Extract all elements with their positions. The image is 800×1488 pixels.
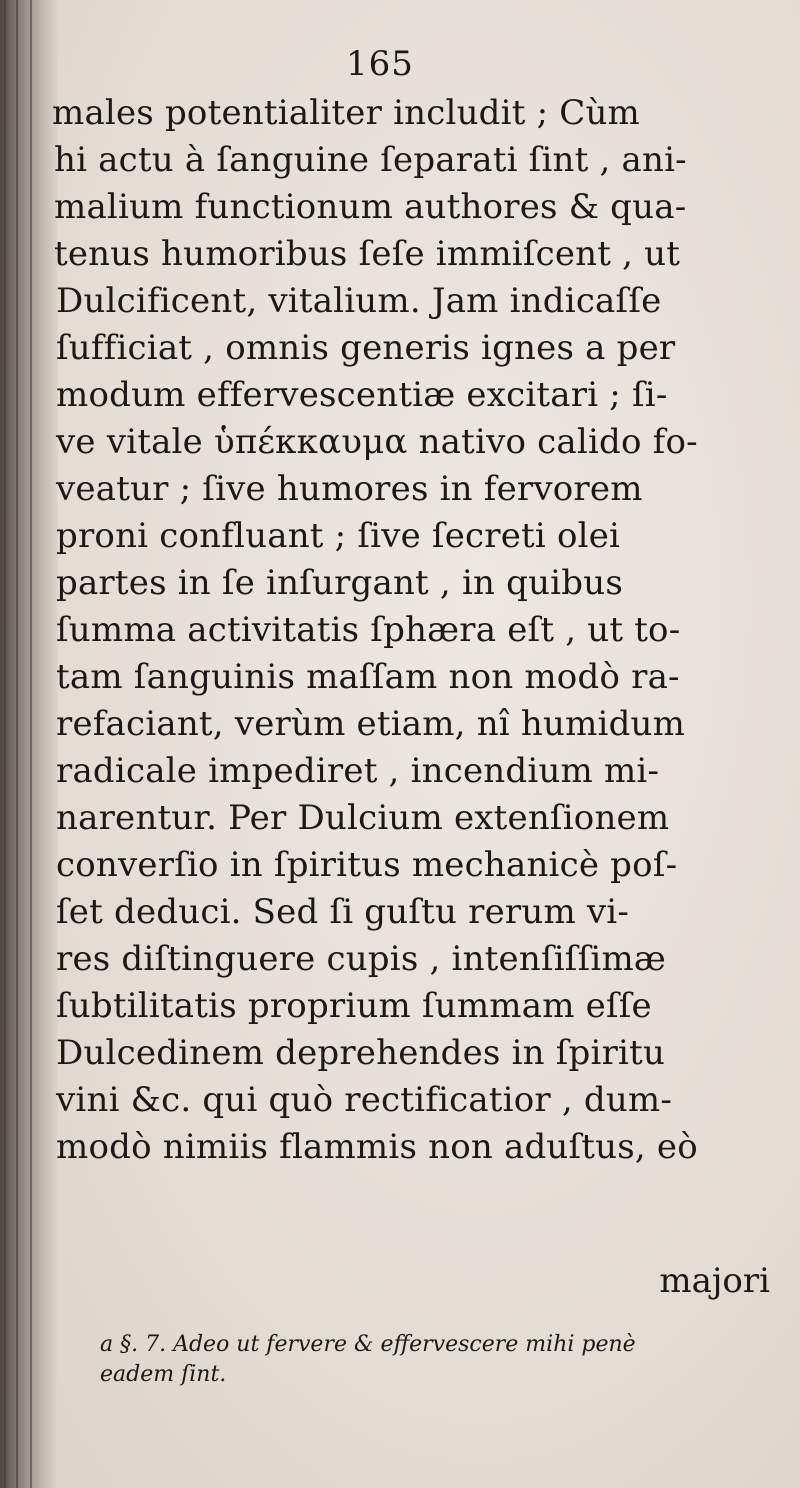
text-line: malium functionum authores & qua- xyxy=(54,187,687,227)
footnote-line: a §. 7. Adeo ut fervere & effervescere mihi penè xyxy=(100,1332,636,1357)
catchword: majori xyxy=(659,1261,770,1301)
gutter-shadow-line xyxy=(16,0,18,1488)
text-line: partes in ſe inſurgant , in quibus xyxy=(56,563,623,603)
text-line: hi actu à ſanguine ſeparati ſint , ani- xyxy=(54,140,687,180)
text-line: tenus humoribus ſeſe immiſcent , ut xyxy=(54,234,681,274)
text-line: vini &c. qui quò rectificatior , dum- xyxy=(56,1080,673,1120)
text-line: res diſtinguere cupis , intenſiſſimæ xyxy=(56,939,667,979)
footnote xyxy=(100,1330,760,1390)
binding-gutter xyxy=(0,0,58,1488)
text-line: radicale impediret , incendium mi- xyxy=(56,751,660,791)
text-line: modum effervescentiæ excitari ; ſi- xyxy=(56,375,668,415)
gutter-shadow-line xyxy=(4,0,6,1488)
text-line: converſio in ſpiritus mechanicè poſ- xyxy=(56,845,678,885)
text-line: ſumma activitatis ſphæra eſt , ut to- xyxy=(56,610,681,650)
text-line: ſubtilitatis proprium ſummam eſſe xyxy=(56,986,652,1026)
page-number: 165 xyxy=(346,44,414,84)
text-line: ſufficiat , omnis generis ignes a per xyxy=(56,328,676,368)
text-line: veatur ; ſive humores in fervorem xyxy=(56,469,643,509)
text-line: narentur. Per Dulcium extenſionem xyxy=(56,798,670,838)
text-line: modò nimiis flammis non aduſtus, eò xyxy=(56,1127,698,1167)
footnote-line: eadem ſint. xyxy=(100,1362,227,1387)
text-line: males potentialiter includit ; Cùm xyxy=(52,93,640,133)
text-line: ſet deduci. Sed ſi guſtu rerum vi- xyxy=(56,892,630,932)
text-line: tam ſanguinis maſſam non modò ra- xyxy=(56,657,680,697)
text-line: Dulcedinem deprehendes in ſpiritu xyxy=(56,1033,666,1073)
text-line: refaciant, verùm etiam, nî humidum xyxy=(56,704,686,744)
text-line: Dulcificent, vitalium. Jam indicaſſe xyxy=(56,281,662,321)
gutter-shadow-line xyxy=(30,0,32,1488)
text-line: proni confluant ; ſive ſecreti olei xyxy=(56,516,621,556)
text-line: ve vitale ὑπέκκαυμα nativo calido fo- xyxy=(56,422,698,462)
